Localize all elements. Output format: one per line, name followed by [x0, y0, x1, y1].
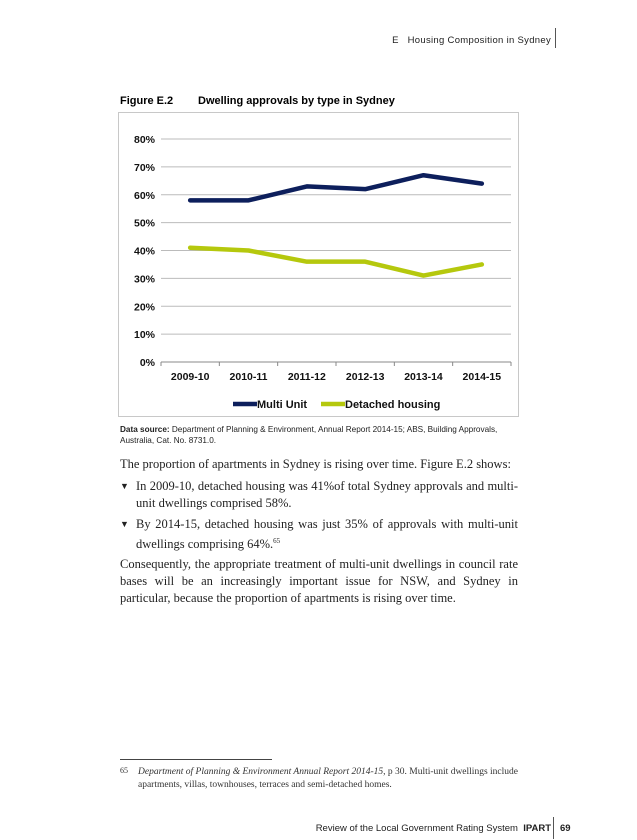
- footer-text: Review of the Local Government Rating System: [315, 823, 518, 834]
- footnote-number: 65: [120, 766, 128, 775]
- y-tick-label: 30%: [133, 273, 155, 286]
- y-tick-label: 60%: [133, 189, 155, 202]
- page-number: 69: [560, 823, 571, 834]
- header-section: E: [392, 35, 399, 46]
- legend-label: Multi Unit: [257, 399, 308, 411]
- y-tick-label: 20%: [133, 301, 155, 314]
- series-line-detached-housing: [190, 248, 482, 276]
- x-tick-label: 2014-15: [462, 371, 502, 383]
- chart-frame: [118, 112, 519, 417]
- line-chart: [119, 113, 518, 416]
- bullet-item: [120, 478, 518, 512]
- x-tick-label: 2011-12: [287, 371, 326, 383]
- y-tick-label: 80%: [133, 134, 155, 146]
- figure-number: Figure E.2: [120, 95, 174, 107]
- legend-label: Detached housing: [345, 399, 441, 411]
- data-source: [120, 424, 520, 446]
- source-label: Data source:: [120, 425, 170, 434]
- header-divider: [555, 28, 556, 48]
- series-line-multi-unit: [190, 175, 482, 200]
- y-tick-label: 70%: [133, 161, 155, 174]
- x-tick-label: 2010-11: [229, 371, 268, 383]
- y-tick-label: 50%: [133, 217, 155, 230]
- footnote: [120, 766, 520, 792]
- footnote-text: , p 30. Multi-unit dwellings include apartments, villas, townhouses, terraces and semi-detached homes.: [138, 767, 518, 790]
- x-tick-label: 2013-14: [404, 371, 443, 383]
- running-footer: [316, 823, 551, 834]
- y-tick-label: 10%: [133, 329, 155, 342]
- header-title: Housing Composition in Sydney: [407, 35, 551, 46]
- footer-divider: [553, 817, 554, 839]
- figure-title: Dwelling approvals by type in Sydney: [198, 95, 395, 107]
- x-tick-label: 2009-10: [170, 371, 210, 383]
- running-header: [392, 35, 551, 46]
- y-tick-label: 40%: [133, 245, 155, 258]
- footnote-ref[interactable]: 65: [273, 537, 281, 545]
- intro-paragraph: The proportion of apartments in Sydney is rising over time. Figure E.2 shows:: [120, 457, 511, 471]
- figure-caption: [120, 95, 395, 107]
- bullet-list: [120, 478, 518, 557]
- footer-org: IPART: [523, 823, 551, 834]
- source-text: Department of Planning & Environment, Annual Report 2014-15; ABS, Building Approvals, Australia, Cat. No. 8731.0.: [120, 425, 498, 445]
- conclusion-paragraph: Consequently, the appropriate treatment of multi-unit dwellings in council rate bases will be an increasingly important issue for NSW, and Sydney in particular, because the proportion of apartments is rising over time.: [120, 557, 518, 605]
- y-tick-label: 0%: [139, 357, 155, 369]
- footnote-divider: [120, 759, 272, 760]
- x-tick-label: 2012-13: [345, 371, 385, 383]
- bullet-text: In 2009-10, detached housing was 41%of total Sydney approvals and multi-unit dwellings comprised 58%.: [136, 479, 518, 510]
- bullet-item: [120, 516, 518, 553]
- footnote-citation: Department of Planning & Environment Annual Report 2014-15: [138, 767, 384, 777]
- bullet-marker: ▼: [120, 519, 129, 529]
- bullet-marker: ▼: [120, 481, 129, 491]
- bullet-text: By 2014-15, detached housing was just 35% of approvals with multi-unit dwellings comprising 64%.: [136, 517, 518, 552]
